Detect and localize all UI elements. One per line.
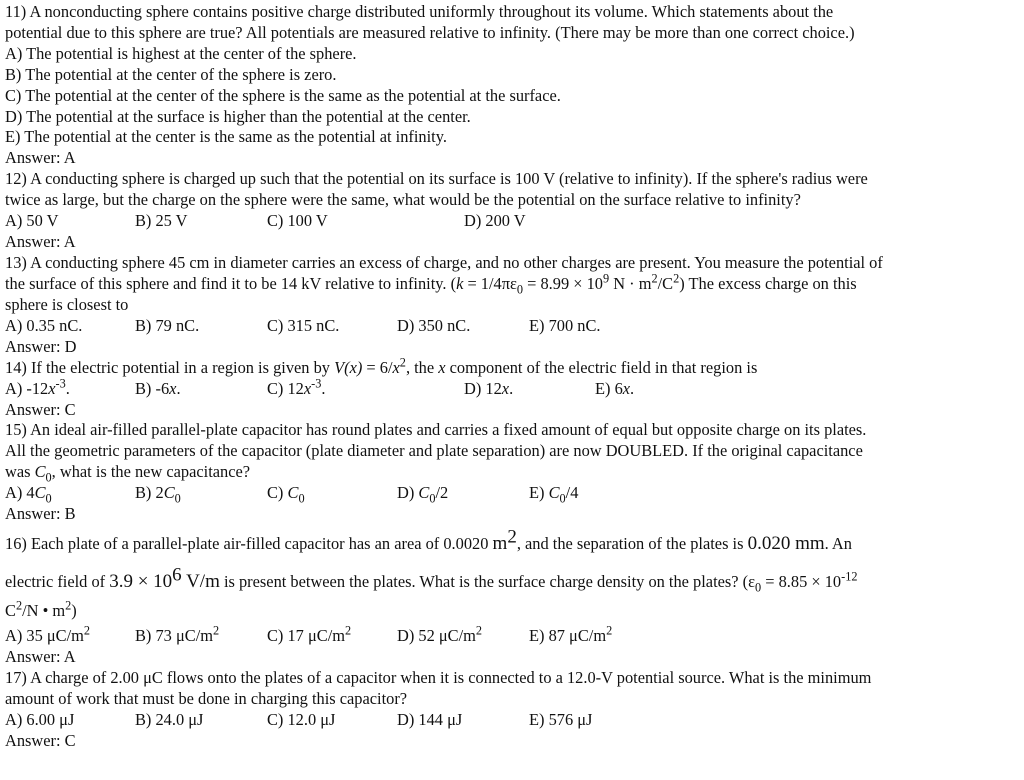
question-text-line: 14) If the electric potential in a region is given by $V(x) = 6/x^2$, the x component of the electric field in that region is (5, 355, 758, 377)
answer-choice-e: E) 6x. (595, 378, 635, 398)
answer-choice-d: D) 52 $\mu C/m^2$ (397, 623, 483, 645)
answer-key: Answer: A (5, 646, 76, 666)
answer-choice-a: A) The potential is highest at the center of the sphere. (5, 43, 357, 63)
answer-choice-c: C) 315 nC. (267, 315, 340, 335)
answer-choice-d: D) 12x. (464, 378, 514, 398)
answer-choices (5, 211, 1018, 232)
answer-choices (5, 483, 1018, 504)
answer-choice-e: E) The potential at the center is the same as the potential at infinity. (5, 127, 447, 147)
answer-choice-b: B) $2C_0$ (135, 483, 181, 506)
answer-key: Answer: B (5, 504, 76, 524)
answer-choice-c: C) $C_0$ (267, 483, 305, 506)
answer-choice-e: E) 576 μJ (529, 709, 593, 729)
answer-choice-b: B) 73 $\mu C/m^2$ (135, 623, 220, 645)
answer-choice-a: A) 35 $\mu C/m^2$ (5, 623, 91, 645)
answer-choice-c: C) 100 V (267, 211, 328, 231)
question-text-line: was $C_0$, what is the new capacitance? (5, 462, 251, 485)
answer-choice-b: B) 25 V (135, 211, 188, 231)
question-text-line: 17) A charge of 2.00 μC flows onto the plates of a capacitor when it is connected to a 12.0-V potential source. What is the minimum (5, 667, 872, 687)
answer-choice-b: B) 24.0 μJ (135, 709, 204, 729)
answer-choice-a: A) $4C_0$ (5, 483, 52, 506)
answer-key: Answer: D (5, 336, 77, 356)
answer-choices (5, 710, 1018, 731)
question-14 (5, 355, 1018, 421)
answer-choice-b: B) 79 nC. (135, 315, 200, 335)
answer-choice-a: A) 0.35 nC. (5, 315, 83, 335)
answer-choice-d: D) 350 nC. (397, 315, 471, 335)
answer-choice-d: D) $C_0/2$ (397, 483, 449, 506)
question-text-line: $C^2/N$ • $m^2$) (5, 598, 77, 621)
question-text-line: amount of work that must be done in charging this capacitor? (5, 688, 408, 708)
answer-choice-e: E) $C_0/4$ (529, 483, 579, 506)
question-text-line: All the geometric parameters of the capacitor (plate diameter and plate separation) are now DOUBLED. If the original capacitance (5, 441, 863, 461)
answer-choice-d: D) 200 V (464, 211, 526, 231)
answer-choice-e: E) 700 nC. (529, 315, 601, 335)
answer-choice-c: C) 12.0 μJ (267, 709, 336, 729)
question-text-line: the surface of this sphere and find it to be 14 kV relative to infinity. ($k = 1/4\pi\varepsilon_0 = 8.99 \times 10^9$ $N \cdot m^2/C^2$) The excess charge on this (5, 271, 857, 297)
question-15 (5, 420, 1018, 525)
question-text-line: electric field of $3.9 \times 10^6$ V/m is present between the plates. What is the surface charge density on the plates? ($\varepsilon_0 = 8.85 \times 10^{-12}$ (5, 564, 858, 595)
question-13 (5, 253, 1018, 358)
question-text-line: twice as large, but the charge on the sphere were the same, what would be the potential on the surface relative to infinity? (5, 190, 801, 210)
answer-key: Answer: C (5, 730, 76, 750)
answer-choice-c: C) The potential at the center of the sphere is the same as the potential at the surface. (5, 85, 561, 105)
answer-choice-b: B) -6x. (135, 378, 181, 398)
answer-choice-a: A) 6.00 μJ (5, 709, 75, 729)
question-text-line: 16) Each plate of a parallel-plate air-filled capacitor has an area of 0.0020 $m^2$, and the separation of the plates is 0.020 mm. An (5, 526, 852, 555)
answer-choice-a: A) $-12x^{-3}$. (5, 376, 70, 398)
answer-choices (5, 623, 1018, 647)
question-16 (5, 525, 1018, 668)
answer-choice-b: B) The potential at the center of the sphere is zero. (5, 64, 337, 84)
answer-choice-c: C) 17 $\mu C/m^2$ (267, 623, 352, 645)
answer-key: Answer: C (5, 399, 76, 419)
answer-key: Answer: A (5, 232, 76, 252)
question-text-line: 15) An ideal air-filled parallel-plate capacitor has round plates and carries a fixed amount of equal but opposite charge on its plates. (5, 420, 867, 440)
question-text-line: 12) A conducting sphere is charged up such that the potential on its surface is 100 V (relative to infinity). If the sphere's radius were (5, 169, 868, 189)
question-17 (5, 668, 1018, 752)
question-11 (5, 2, 1018, 169)
answer-choice-d: D) The potential at the surface is higher than the potential at the center. (5, 106, 471, 126)
answer-choice-c: C) $12x^{-3}$. (267, 376, 326, 398)
question-text-line: sphere is closest to (5, 294, 129, 314)
answer-choice-a: A) 50 V (5, 211, 59, 231)
answer-key: Answer: A (5, 148, 76, 168)
question-12 (5, 169, 1018, 253)
answer-choices (5, 316, 1018, 337)
answer-choice-e: E) 87 $\mu C/m^2$ (529, 623, 613, 645)
answer-choices (5, 376, 1018, 400)
answer-choice-d: D) 144 μJ (397, 709, 463, 729)
question-text-line: 13) A conducting sphere 45 cm in diameter carries an excess of charge, and no other charges are present. You measure the potential of (5, 252, 883, 272)
question-text-line: potential due to this sphere are true? All potentials are measured relative to infinity. (There may be more than one correct choice.) (5, 22, 855, 42)
question-text-line: 11) A nonconducting sphere contains positive charge distributed uniformly throughout its volume. Which statements about the (5, 2, 834, 21)
